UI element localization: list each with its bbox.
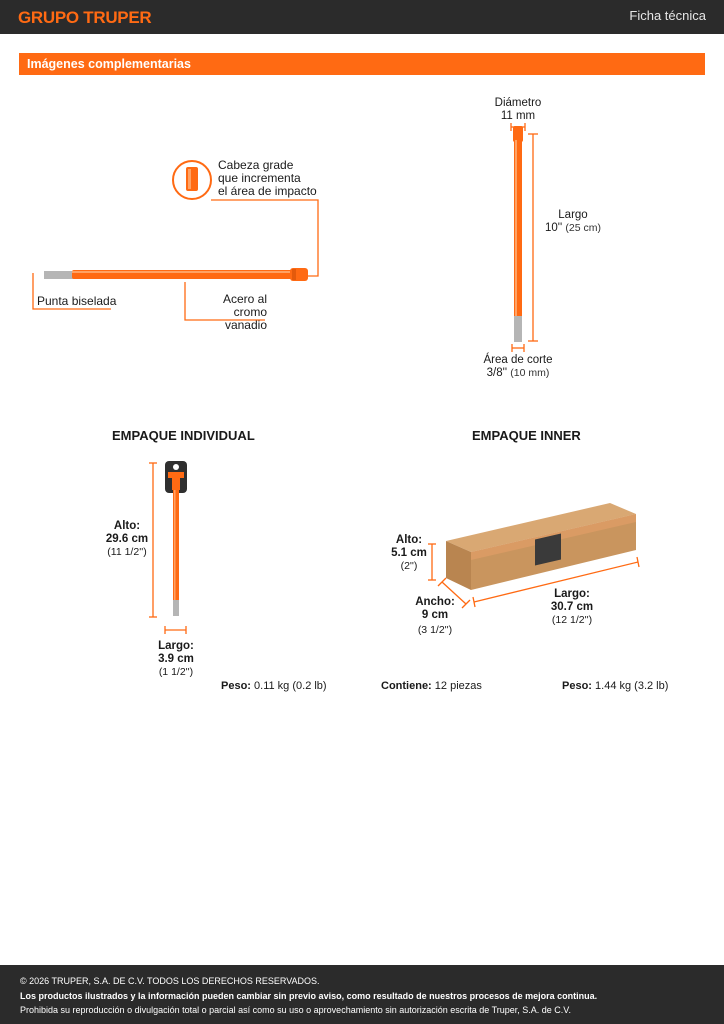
individual-length-block — [152, 640, 200, 679]
individual-height-block — [103, 520, 151, 559]
inner-package-heading: EMPAQUE INNER — [472, 428, 581, 443]
inner-contains-value: 12 piezas — [434, 680, 482, 692]
head-callout-line-2: que incrementa — [218, 171, 301, 185]
cut-dimension-line — [512, 344, 524, 352]
individual-length-dimension — [165, 626, 186, 634]
cut-value: 3/8'' — [486, 367, 508, 379]
length-label: Largo — [558, 209, 588, 221]
inner-weight — [562, 680, 668, 693]
inner-box-illustration — [446, 503, 636, 590]
inner-length-block — [544, 588, 600, 627]
individual-length-cm: 3.9 cm — [158, 653, 194, 665]
inner-height-label: Alto: — [395, 534, 423, 546]
cut-label: Área de corte — [483, 354, 553, 366]
cut-label-block — [478, 354, 558, 380]
horizontal-chisel-illustration — [44, 268, 308, 281]
inner-width-cm: 9 cm — [421, 609, 449, 621]
steel-callout-line-2: cromo vanadio — [224, 305, 267, 332]
individual-package-heading: EMPAQUE INDIVIDUAL — [112, 428, 255, 443]
tip-callout-text: Punta biselada — [37, 294, 117, 308]
individual-weight-value: 0.11 kg (0.2 lb) — [254, 680, 327, 692]
individual-length-label: Largo: — [158, 640, 194, 652]
steel-callout-text — [193, 293, 267, 332]
inner-height-in: (2'') — [400, 560, 418, 572]
individual-length-in: (1 1/2'') — [158, 666, 194, 678]
individual-package-illustration — [165, 461, 187, 616]
footer-copyright: © 2026 TRUPER, S.A. DE C.V. TODOS LOS DERECHOS RESERVADOS. — [20, 976, 320, 986]
inner-width-in: (3 1/2'') — [417, 624, 453, 636]
inner-length-label: Largo: — [554, 588, 590, 600]
diameter-label-block — [488, 97, 548, 123]
inner-contains — [381, 680, 482, 693]
diameter-label: Diámetro — [494, 97, 542, 109]
individual-height-cm: 29.6 cm — [105, 533, 149, 545]
length-value: 10'' — [545, 222, 563, 234]
inner-contains-label: Contiene: — [381, 680, 432, 692]
diameter-value: 11 mm — [500, 110, 536, 122]
steel-callout-line-1: Acero al — [222, 292, 267, 306]
head-callout-text — [218, 159, 317, 198]
footer-notice: Los productos ilustrados y la información pueden cambiar sin previo aviso, como resultado de nuestros procesos de mejora continua. — [20, 991, 598, 1001]
inner-length-cm: 30.7 cm — [550, 601, 594, 613]
brand-logo[interactable]: GRUPO TRUPER — [18, 8, 152, 27]
length-metric: (25 cm) — [565, 222, 601, 234]
inner-height-cm: 5.1 cm — [391, 547, 427, 559]
document-type: Ficha técnica — [629, 8, 706, 23]
vertical-chisel-illustration — [513, 126, 523, 342]
length-label-block — [540, 209, 606, 235]
inner-height-block — [386, 534, 432, 573]
individual-height-label: Alto: — [113, 520, 141, 532]
footer-legal: Prohibida su reproducción o divulgación total o parcial así como su uso o aprovechamiento sin autorización escrita de Truper, S.A. de C.V. — [20, 1005, 571, 1015]
individual-weight — [221, 680, 327, 693]
head-callout-line-1: Cabeza grade — [218, 158, 294, 172]
inner-weight-label: Peso: — [562, 680, 592, 692]
individual-weight-label: Peso: — [221, 680, 251, 692]
section-title: Imágenes complementarias — [27, 57, 191, 71]
inner-width-block — [410, 596, 460, 637]
inner-length-in: (12 1/2'') — [551, 614, 593, 626]
length-dimension-line — [528, 134, 538, 341]
head-callout-line-3: el área de impacto — [218, 184, 317, 198]
inner-weight-value: 1.44 kg (3.2 lb) — [595, 680, 669, 692]
inner-width-label: Ancho: — [415, 596, 455, 608]
cut-metric: (10 mm) — [510, 367, 550, 379]
individual-height-in: (11 1/2'') — [107, 546, 147, 558]
